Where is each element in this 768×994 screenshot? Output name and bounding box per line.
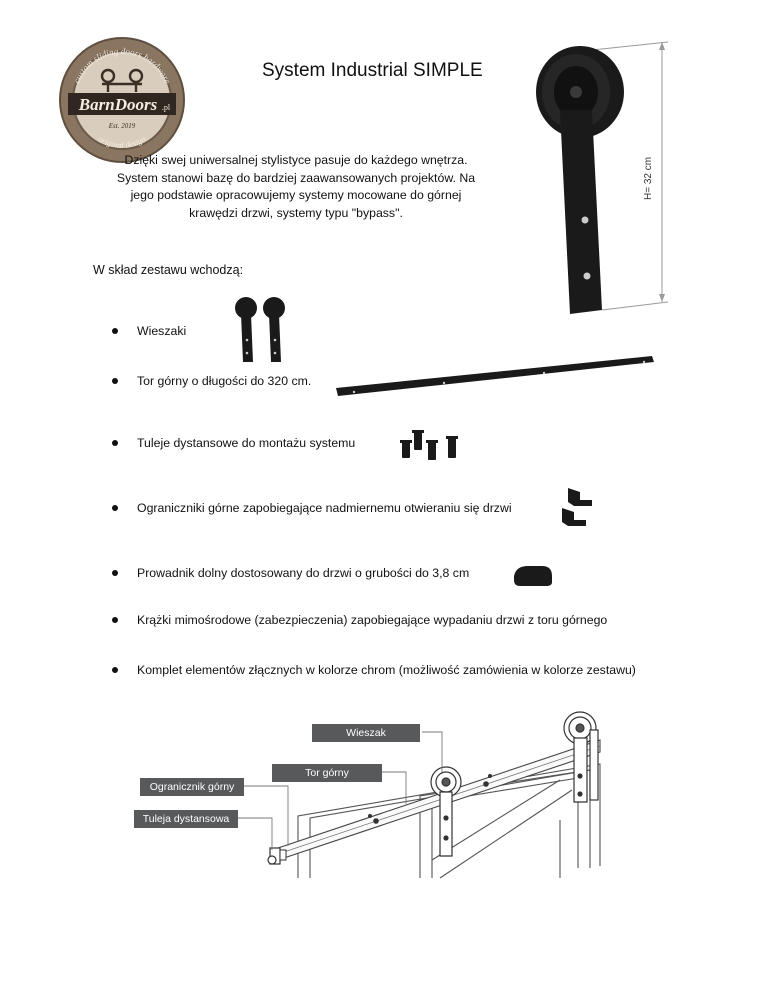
bullet-icon [112, 328, 118, 334]
list-item [112, 613, 607, 627]
component-label: Tor górny o długości do 320 cm. [137, 374, 312, 388]
document-title: System Industrial SIMPLE [262, 60, 483, 81]
component-label: Krążki mimośrodowe (zabezpieczenia) zapobiegające wypadaniu drzwi z toru górnego [137, 613, 608, 627]
height-dimension-label: H= 32 cm [643, 156, 654, 200]
list-item [112, 663, 636, 677]
logo-brand-suffix: .pl [161, 103, 171, 112]
floor-guide-thumbnail [512, 562, 554, 588]
brand-logo [58, 36, 186, 164]
hanger-bolt-hole [582, 217, 589, 224]
label-wieszak: Wieszak [312, 724, 420, 742]
component-label: Komplet elementów złącznych w kolorze chrom (możliwość zamówienia w kolorze zestawu) [137, 663, 636, 677]
list-item [112, 501, 512, 515]
bullet-icon [112, 667, 118, 673]
list-item [112, 436, 355, 450]
diagram-stopper [268, 848, 286, 864]
component-label: Ograniczniki górne zapobiegające nadmiernemu otwieraniu się drzwi [137, 501, 512, 515]
component-label: Prowadnik dolny dostosowany do drzwi o grubości do 3,8 cm [137, 566, 470, 580]
hanger-illustration [530, 30, 680, 330]
list-item [112, 374, 311, 388]
label-tor-gorny: Tor górny [272, 764, 382, 782]
hanger-strap [560, 110, 602, 314]
diagram-hanger [431, 767, 461, 856]
label-ogranicznik-gorny: Ogranicznik górny [140, 778, 244, 796]
component-label: Tuleje dystansowe do montażu systemu [137, 436, 356, 450]
track-thumbnail [334, 352, 654, 398]
intro-line: jego podstawie opracowujemy systemy mocowane do górnej [130, 188, 462, 202]
intro-line: Dzięki swej uniwersalnej stylistyce pasuje do każdego wnętrza. [124, 153, 468, 167]
bullet-icon [112, 505, 118, 511]
intro-paragraph [86, 152, 506, 222]
bullet-icon [112, 440, 118, 446]
logo-top-text: custom sliding doors hardware [71, 45, 173, 85]
logo-brand: BarnDoors [78, 95, 158, 114]
hangers-thumbnail [230, 296, 290, 364]
intro-line: krawędzi drzwi, systemy typu "bypass". [189, 205, 403, 220]
label-tuleja-dystansowa: Tuleja dystansowa [134, 810, 238, 828]
bullet-icon [112, 617, 118, 623]
logo-bottom-text: original design [96, 133, 148, 151]
bullet-icon [112, 378, 118, 384]
component-label: Wieszaki [137, 324, 187, 338]
logo-badge [58, 36, 186, 164]
logo-est: Est. 2019 [108, 122, 136, 130]
set-heading: W skład zestawu wchodzą: [93, 263, 244, 277]
intro-line: System stanowi bazę do bardziej zaawansowanych projektów. Na [116, 170, 476, 185]
spacers-thumbnail [398, 428, 468, 464]
stoppers-thumbnail [558, 486, 598, 530]
hanger-bolt-hole [584, 273, 591, 280]
list-item [112, 324, 186, 338]
list-item [112, 566, 469, 580]
diagram-track [278, 740, 600, 860]
bullet-icon [112, 570, 118, 576]
